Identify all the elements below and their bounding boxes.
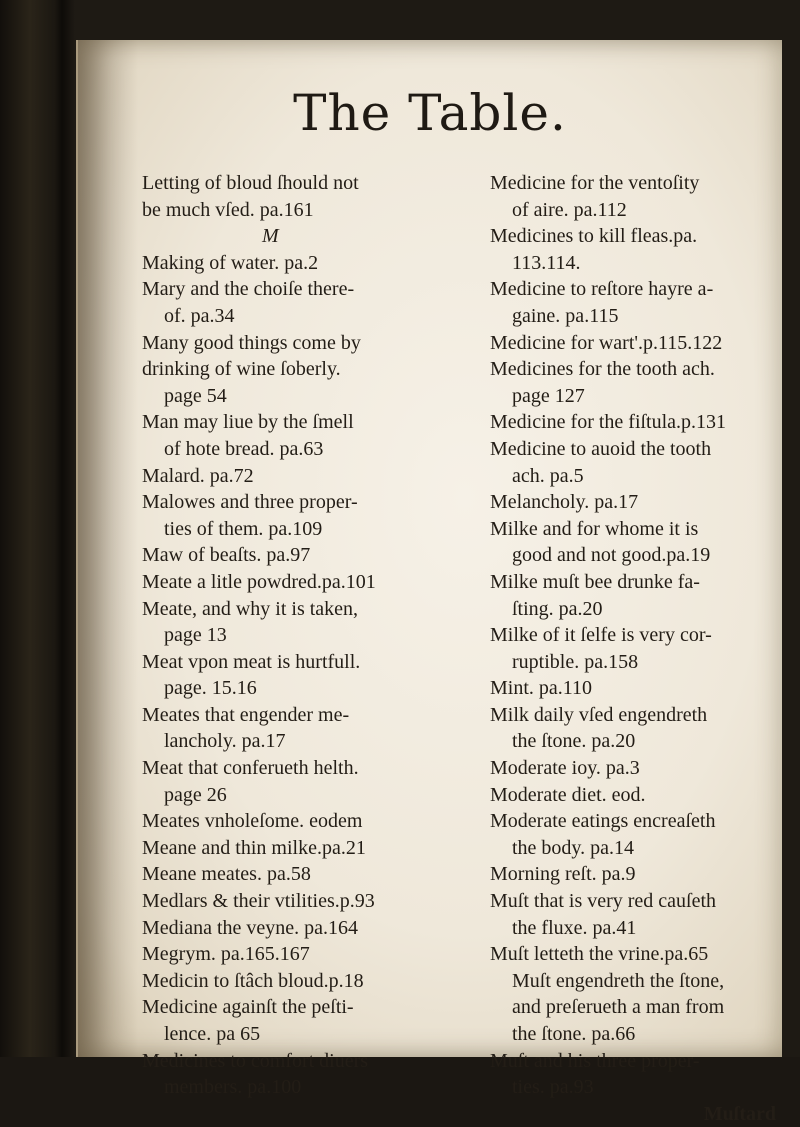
index-entry: members. pa.100 bbox=[164, 1076, 302, 1099]
index-entry: Malowes and three proper- bbox=[142, 491, 358, 514]
index-entry: of. pa.34 bbox=[164, 304, 235, 327]
index-entry: Muſt letteth the vrine.pa.65 bbox=[490, 943, 709, 966]
index-entry: M bbox=[262, 225, 279, 248]
index-entry: lancholy. pa.17 bbox=[164, 730, 286, 753]
index-entry: Milk daily vſed engendreth bbox=[490, 703, 708, 726]
index-entry: Mint. pa.110 bbox=[490, 677, 593, 700]
index-entry: of hote bread. pa.63 bbox=[164, 437, 324, 460]
index-entry: Meane and thin milke.pa.21 bbox=[142, 836, 366, 859]
index-entry: Muſtard bbox=[703, 1102, 776, 1125]
index-entry: page 54 bbox=[164, 384, 227, 407]
index-entry: gaine. pa.115 bbox=[512, 304, 619, 327]
index-entry: Muſt and his three proper- bbox=[490, 1049, 700, 1072]
index-entry: Medlars & their vtilities.p.93 bbox=[142, 890, 375, 913]
index-entry: Meate, and why it is taken, bbox=[142, 597, 359, 620]
index-entry: lence. pa 65 bbox=[164, 1023, 261, 1045]
index-entry: ach. pa.5 bbox=[512, 464, 584, 487]
index-entry: Muſt that is very red cauſeth bbox=[490, 890, 717, 913]
index-entry: and preſerueth a man from bbox=[512, 996, 725, 1019]
index-entry: Megrym. pa.165.167 bbox=[142, 943, 310, 966]
index-entry: Milke of it ſelfe is very cor- bbox=[490, 624, 712, 647]
index-entry: Milke and for whome it is bbox=[490, 517, 699, 540]
index-entry: page 26 bbox=[164, 783, 227, 806]
index-entry: the ſtone. pa.66 bbox=[512, 1023, 636, 1045]
index-entry: ſting. pa.20 bbox=[512, 597, 603, 620]
index-entry: Medicine for the fiſtula.p.131 bbox=[490, 411, 727, 434]
index-entry: page 13 bbox=[164, 624, 227, 647]
index-entry: Meates vnholeſome. eodem bbox=[142, 810, 363, 833]
index-entry: ties. pa.93 bbox=[512, 1076, 594, 1099]
page-title: The Table. bbox=[293, 84, 567, 142]
index-entry: Meat vpon meat is hurtfull. bbox=[142, 650, 361, 673]
index-entry: Moderate ioy. pa.3 bbox=[490, 757, 640, 780]
index-entry: Melancholy. pa.17 bbox=[490, 491, 639, 514]
index-entry: Medicines for the tooth ach. bbox=[490, 358, 715, 381]
index-entry: of aire. pa.112 bbox=[512, 198, 627, 221]
index-entry: Meat that conferueth helth. bbox=[142, 757, 359, 780]
index-entry: the body. pa.14 bbox=[512, 836, 635, 859]
index-entry: Mediana the veyne. pa.164 bbox=[142, 916, 359, 939]
index-entry: Malard. pa.72 bbox=[142, 464, 254, 487]
index-entry: ruptible. pa.158 bbox=[512, 650, 639, 673]
index-entry: Medicine for the ventoſity bbox=[490, 172, 700, 194]
index-entry: 113.114. bbox=[512, 251, 581, 274]
index-entry: Medicin to ſtâch bloud.p.18 bbox=[142, 969, 364, 992]
index-entry: the fluxe. pa.41 bbox=[512, 916, 637, 939]
index-entry: Maw of beaſts. pa.97 bbox=[142, 544, 311, 567]
index-entry: drinking of wine ſoberly. bbox=[142, 358, 341, 381]
index-entry: Making of water. pa.2 bbox=[142, 251, 319, 274]
index-entry: good and not good.pa.19 bbox=[512, 544, 711, 567]
index-entry: Muſt engendreth the ſtone, bbox=[512, 969, 725, 992]
index-entry: Morning reſt. pa.9 bbox=[490, 863, 636, 886]
index-entry: Meane meates. pa.58 bbox=[142, 863, 311, 886]
index-entry: Moderate eatings encreaſeth bbox=[490, 810, 716, 833]
index-entry: ties of them. pa.109 bbox=[164, 517, 323, 540]
index-entry: Meate a litle powdred.pa.101 bbox=[142, 570, 376, 593]
index-entry: Milke muſt bee drunke fa- bbox=[490, 570, 700, 593]
index-entry: Man may liue by the ſmell bbox=[142, 411, 354, 434]
index-entry: Letting of bloud ſhould not bbox=[142, 172, 359, 194]
book-page bbox=[76, 40, 782, 1125]
index-entry: Medicine to auoid the tooth bbox=[490, 437, 712, 460]
index-entry: page 127 bbox=[512, 384, 585, 407]
index-entry: be much vſed. pa.161 bbox=[142, 198, 314, 221]
index-entry: Medicine for wart'.p.115.122 bbox=[490, 331, 723, 354]
index-entry: page. 15.16 bbox=[164, 677, 257, 700]
index-column-right bbox=[490, 170, 784, 1127]
index-column-left bbox=[142, 170, 472, 1101]
index-entry: Medicines to kill fleas.pa. bbox=[490, 225, 698, 248]
index-entry: Many good things come by bbox=[142, 331, 361, 354]
index-entry: Mary and the choiſe there- bbox=[142, 278, 355, 301]
index-entry: Meates that engender me- bbox=[142, 703, 350, 726]
index-entry: Medicine againſt the peſti- bbox=[142, 996, 354, 1019]
index-entry: Moderate diet. eod. bbox=[490, 783, 646, 806]
index-entry: Medicine to reſtore hayre a- bbox=[490, 278, 714, 301]
index-entry: the ſtone. pa.20 bbox=[512, 730, 636, 753]
index-entry: Medicines to comfort diuers bbox=[142, 1049, 369, 1072]
